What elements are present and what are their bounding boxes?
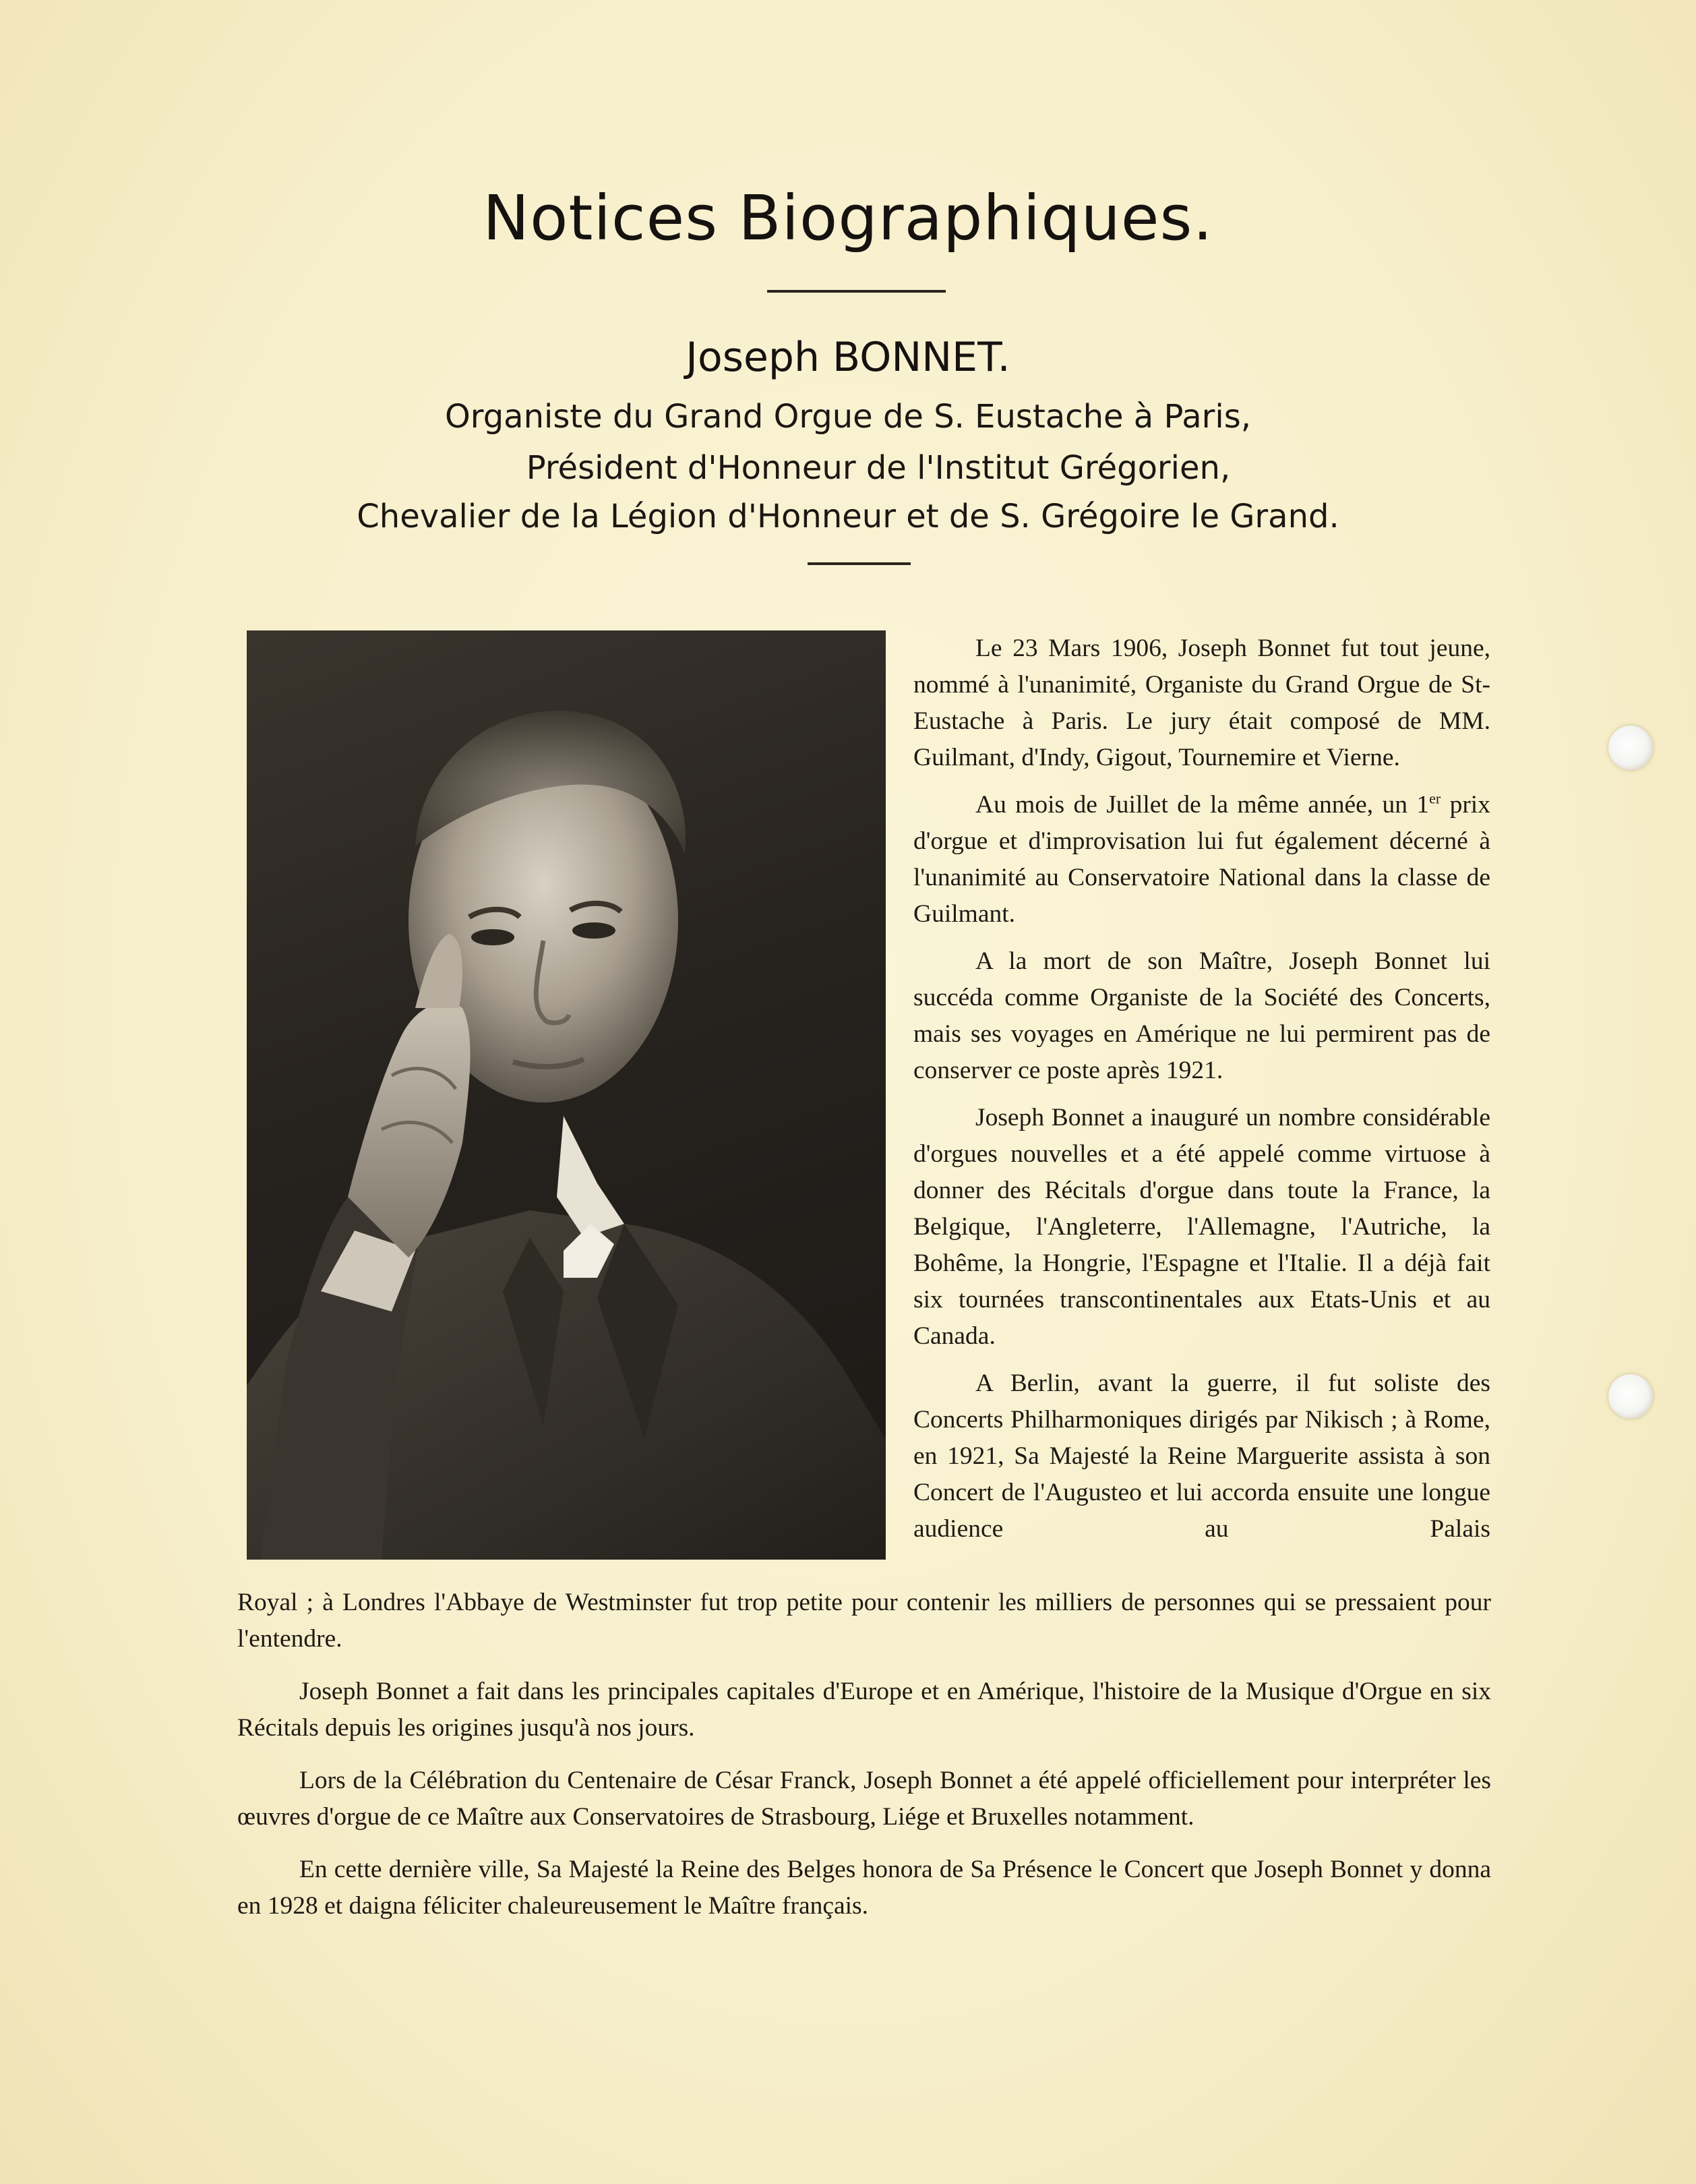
- paragraph-6: Joseph Bonnet a fait dans les principales capitales d'Europe et en Amérique, l'histoire de la Musique d'Orgue en six Récitals depuis les origines jusqu'à nos jours.: [237, 1678, 1491, 1742]
- punch-hole-bottom: [1608, 1374, 1653, 1419]
- paragraph-2-end: prix d'orgue et d'improvisation lui fut également décerné à l'unanimité au Conservatoire National dans la classe de Guilmant.: [913, 791, 1490, 928]
- title-divider: [767, 290, 946, 293]
- paragraph-2: [913, 787, 1490, 933]
- person-name: Joseph BONNET.: [686, 334, 1010, 381]
- column-text: [913, 630, 1490, 1547]
- subtitle-line-2: Président d'Honneur de l'Institut Grégorien,: [526, 449, 1231, 487]
- page-title: Notices Biographiques.: [483, 182, 1213, 254]
- portrait-photo: [247, 630, 886, 1560]
- subtitle-line-1: Organiste du Grand Orgue de S. Eustache à Paris,: [445, 398, 1251, 436]
- portrait-illustration: [247, 630, 886, 1560]
- paragraph-5-continued: Royal ; à Londres l'Abbaye de Westminster fut trop petite pour contenir les milliers de personnes qui se pressaient pour l'entendre.: [237, 1589, 1491, 1653]
- punch-hole-top: [1608, 726, 1653, 770]
- full-width-text: [237, 1585, 1491, 1924]
- subtitle-divider: [808, 562, 911, 565]
- ordinal-superscript: er: [1429, 790, 1441, 807]
- paragraph-1: Le 23 Mars 1906, Joseph Bonnet fut tout jeune, nommé à l'unanimité, Organiste du Grand Orgue de St-Eustache à Paris. Le jury était composé de MM. Guilmant, d'Indy, Gigout, Tournemire et Vierne.: [913, 634, 1490, 771]
- paragraph-4: Joseph Bonnet a inauguré un nombre considérable d'orgues nouvelles et a été appelé comme virtuose à donner des Récitals d'orgue dans toute la France, la Belgique, l'Angleterre, l'Allemagne, l'Autriche, la Bohême, la Hongrie, l'Espagne et l'Italie. Il a déjà fait six tournées transcontinentales aux Etats-Unis et au Canada.: [913, 1104, 1490, 1350]
- paragraph-3: A la mort de son Maître, Joseph Bonnet lui succéda comme Organiste de la Société des Concerts, mais ses voyages en Amérique ne lui permirent pas de conserver ce poste après 1921.: [913, 947, 1490, 1084]
- subtitle-line-3: Chevalier de la Légion d'Honneur et de S. Grégoire le Grand.: [357, 498, 1339, 535]
- paragraph-5: A Berlin, avant la guerre, il fut soliste des Concerts Philharmoniques dirigés par Nikisch ; à Rome, en 1921, Sa Majesté la Reine Marguerite assista à son Concert de l'Augusteo et lui accorda ensuite une longue audience au Palais: [913, 1369, 1490, 1543]
- paragraph-7: Lors de la Célébration du Centenaire de César Franck, Joseph Bonnet a été appelé officiellement pour interpréter les œuvres d'orgue de ce Maître aux Conservatoires de Strasbourg, Liége et Bruxelles notamment.: [237, 1767, 1491, 1831]
- paragraph-8: En cette dernière ville, Sa Majesté la Reine des Belges honora de Sa Présence le Concert que Joseph Bonnet y donna en 1928 et daigna féliciter chaleureusement le Maître français.: [237, 1856, 1491, 1920]
- paragraph-2-start: Au mois de Juillet de la même année, un 1: [975, 791, 1430, 819]
